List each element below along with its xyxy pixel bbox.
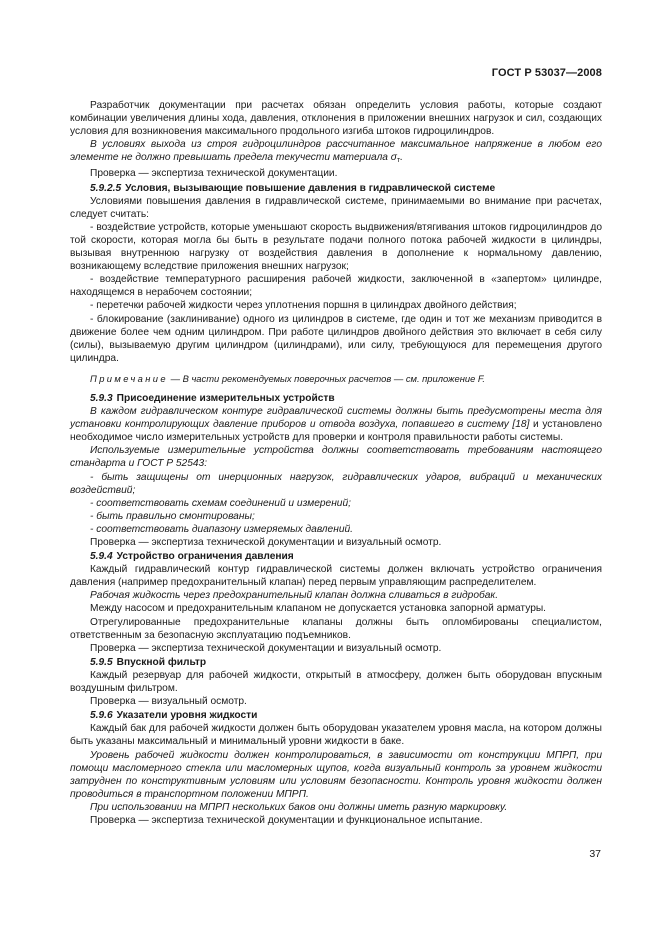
paragraph-italic [70,138,602,167]
paragraph: Разработчик документации при расчетах обязан определить условия работы, которые создают комбинации увеличения длины хода, давления, отклонения в приложении внешних нагрузок и сил, создающих условия для возникновения максимального продольного изгиба штоков гидроцилиндров. [70,100,602,138]
list-item: - быть защищены от инерционных нагрузок, гидравлических ударов, вибраций и механических воздействий; [70,471,602,496]
paragraph-tail: и установлено необходимое число измерительных устройств для проверки и контроля правильности работы системы. [70,419,602,444]
check-line: Проверка — экспертиза технической документации и визуальный осмотр. [90,537,442,548]
paragraph-text: В условиях выхода из строя гидроцилиндров рассчитанное максимальное напряжение в любом его элементе не должно превышать предела текучести материала σ [70,139,602,164]
section-heading [70,656,602,669]
section-heading [70,550,602,563]
check-line: Проверка — визуальный осмотр. [90,696,247,708]
note-text: — В части рекомендуемых поверочных расчетов — см. приложение F. [168,372,486,384]
section-heading [70,709,602,722]
paragraph: Между насосом и предохранительным клапаном не допускается установка запорной арматуры. [90,603,547,615]
section-title: Устройство ограничения давления [116,551,294,563]
section-number: 5.9.3 [90,392,113,404]
paragraph-end: . [400,152,404,164]
list-item: - соответствовать схемам соединений и измерений; [90,497,351,509]
list-item: - перетечки рабочей жидкости через уплотнения поршня в цилиндрах двойного действия; [90,300,517,312]
section-number: 5.9.4 [90,551,113,563]
list-item: - воздействие устройств, которые уменьшают скорость выдвижения/втягивания штоков гидроцилиндров до той скорости, которая могла бы быть в результате подачи полного потока рабочей жидкости в цилиндры, вызывая внутреннюю нагрузку от воздействия давления в дополнение к нормальному давлению, возникающему вследствие приложения внешних нагрузок; [70,221,602,273]
list-item: - воздействие температурного расширения рабочей жидкости, заключенной в «запертом» цилиндре, находящемся в нерабочем состоянии; [70,274,602,299]
section-title: Указатели уровня жидкости [116,710,258,722]
section-number: 5.9.5 [90,656,113,668]
subscript: т [396,157,401,165]
note [70,372,602,385]
section-heading [70,182,602,195]
paragraph: Условиями повышения давления в гидравлической системе, принимаемыми во внимание при расчетах, следует считать: [70,195,602,220]
paragraph-italic: Используемые измерительные устройства должны соответствовать требованиям настоящего стандарта и ГОСТ Р 52543: [70,445,602,470]
paragraph-italic: Рабочая жидкость через предохранительный клапан должна сливаться в гидробак. [90,590,499,602]
paragraph-italic-part: В каждом гидравлическом контуре гидравлической системы должны быть предусмотрены места для установки контролирующих давление приборов и отвода воздуха, попавшего в систему [18] [70,406,602,431]
section-title: Условия, вызывающие повышение давления в гидравлической системе [125,182,496,194]
page-body [70,99,602,827]
list-item: - соответствовать диапазону измеряемых давлений. [90,523,353,535]
paragraph-italic: При использовании на МПРП нескольких баков они должны иметь разную маркировку. [90,801,508,813]
paragraph: Каждый гидравлический контур гидравлической системы должен включать устройство ограничения давления (например предохранительный клапан) перед первым управляющим распределителем. [70,564,602,589]
paragraph [70,405,602,444]
list-item: - быть правильно смонтированы; [90,510,255,522]
section-number: 5.9.6 [90,710,113,722]
section-number: 5.9.2.5 [90,182,122,194]
check-line: Проверка — экспертиза технической документации. [90,168,338,180]
paragraph: Каждый бак для рабочей жидкости должен быть оборудован указателем уровня масла, на котором должны быть указаны максимальный и минимальный уровни жидкости в баке. [70,723,602,748]
section-heading [70,392,602,405]
document-header: ГОСТ Р 53037—2008 [491,67,602,79]
paragraph-italic: Уровень рабочей жидкости должен контролироваться, в зависимости от конструкции МПРП, при помощи масломерного стекла или масломерных щупов, когда визуальный контроль за уровнем жидкости затруднен по конструктивным условиям или условиям безопасности. Контроль уровня жидкости должен проводиться в транспортном положении МПРП. [70,749,602,800]
note-label: Примечание [90,372,168,384]
paragraph: Отрегулированные предохранительные клапаны должны быть опломбированы специалистом, ответственным за безопасную эксплуатацию подъемников. [70,616,602,641]
section-title: Присоединение измерительных устройств [116,392,335,404]
check-line: Проверка — экспертиза технической документации и визуальный осмотр. [90,642,442,654]
paragraph: Каждый резервуар для рабочей жидкости, открытый в атмосферу, должен быть оборудован впускным воздушным фильтром. [70,669,602,695]
check-line: Проверка — экспертиза технической документации и функциональное испытание. [90,814,483,826]
section-title: Впускной фильтр [116,656,207,668]
list-item: - блокирование (заклинивание) одного из цилиндров в системе, где один и тот же механизм приводится в движение более чем одним цилиндром. При работе цилиндров двойного действия это включает в себя силу (силы), вызываемую другим цилиндром (цилиндрами), или силу, требующуюся для перемещения другого цилиндра. [70,313,602,364]
page-number: 37 [589,848,601,860]
